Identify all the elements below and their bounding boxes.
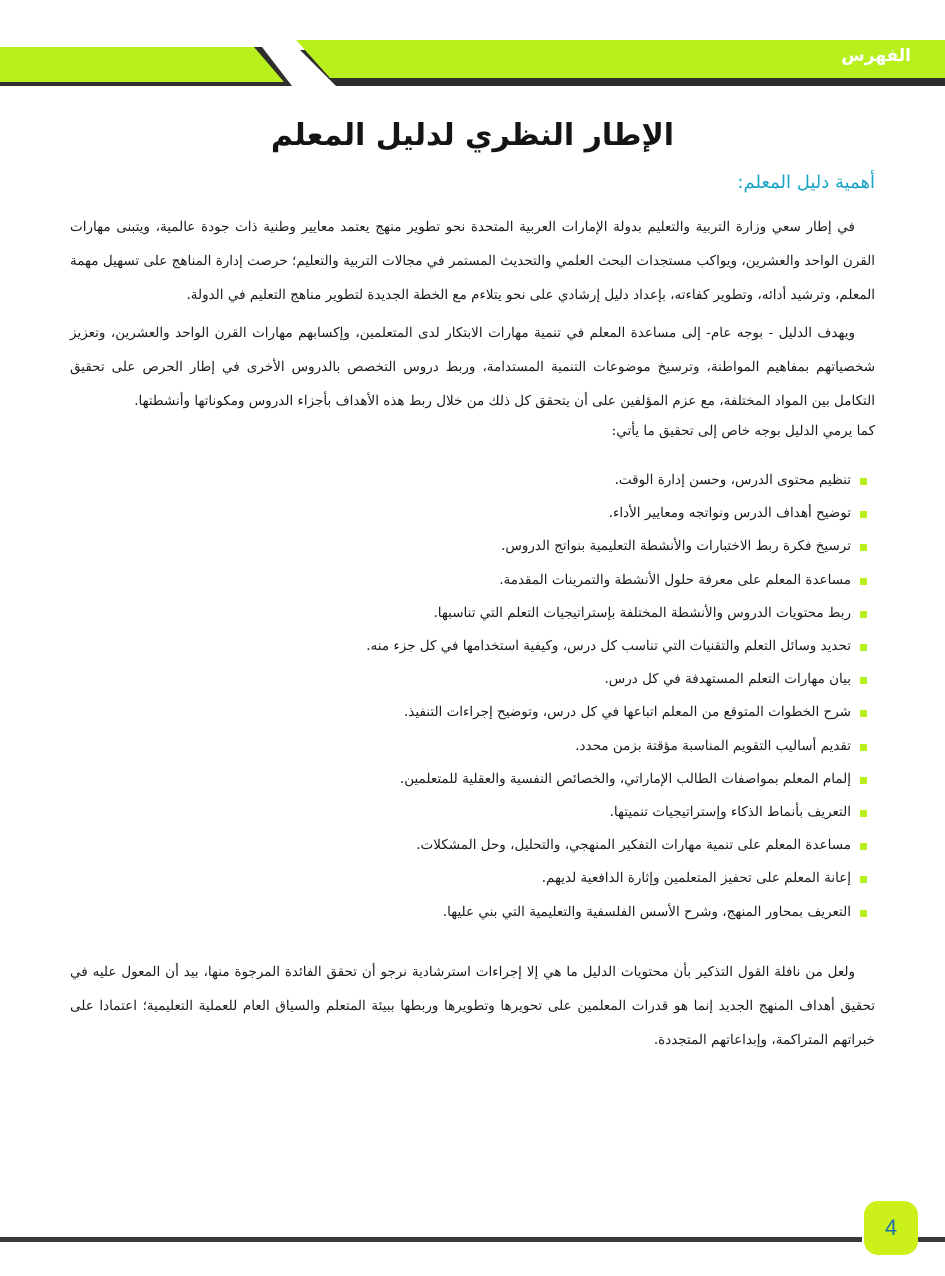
objectives-list bbox=[70, 464, 875, 929]
list-intro: كما يرمي الدليل بوجه خاص إلى تحقيق ما يأتي: bbox=[611, 423, 875, 439]
list-item bbox=[70, 564, 875, 597]
list-item bbox=[70, 896, 875, 929]
bullet-icon bbox=[860, 578, 867, 585]
list-item-text: التعريف بمحاور المنهج، وشرح الأسس الفلسفية والتعليمية التي بني عليها. bbox=[442, 903, 851, 920]
list-item-text: توضيح أهداف الدرس ونواتجه ومعايير الأداء. bbox=[608, 505, 851, 522]
section-heading: أهمية دليل المعلم: bbox=[737, 172, 875, 193]
header-banner bbox=[0, 0, 945, 100]
bullet-icon bbox=[860, 777, 867, 784]
list-item bbox=[70, 696, 875, 729]
bullet-icon bbox=[860, 478, 867, 485]
bullet-icon bbox=[860, 544, 867, 551]
list-item bbox=[70, 630, 875, 663]
list-item bbox=[70, 597, 875, 630]
list-item-text: تقديم أساليب التقويم المناسبة مؤقتة بزمن محدد. bbox=[575, 737, 851, 754]
header-section-label[interactable]: الفهرس bbox=[841, 46, 911, 66]
list-item-text: ربط محتويات الدروس والأنشطة المختلفة بإستراتيجيات التعلم التي تناسبها. bbox=[433, 604, 851, 621]
list-item bbox=[70, 796, 875, 829]
footer-rule-end bbox=[918, 1237, 945, 1242]
list-item-text: إعانة المعلم على تحفيز المتعلمين وإثارة الدافعية لديهم. bbox=[541, 870, 851, 887]
bullet-icon bbox=[860, 810, 867, 817]
paragraph-intro: في إطار سعي وزارة التربية والتعليم بدولة الإمارات العربية المتحدة نحو تطوير منهج يعتمد معايير وطنية ذات جودة عالمية، ويتبنى مهارات القرن الواحد والعشرين، ويواكب مستجدات البحث العلمي والتحديث المستمر في مجالات التربية والتعليم؛ حرصت إدارة المناهج على تسهيل مهمة المعلم، وترشيد أدائه، وتطوير كفاءته، بإعداد دليل إرشادي على نحو يتلاءم مع الخطة الجديدة لتطوير مناهج التعليم في الدولة. bbox=[70, 219, 875, 303]
bullet-icon bbox=[860, 511, 867, 518]
list-item-text: بيان مهارات التعلم المستهدفة في كل درس. bbox=[604, 671, 851, 688]
list-item bbox=[70, 663, 875, 696]
bullet-icon bbox=[860, 611, 867, 618]
paragraph-goals: ويهدف الدليل - بوجه عام- إلى مساعدة المعلم في تنمية مهارات الابتكار لدى المتعلمين، وإكسابهم مهارات القرن الواحد والعشرين، وتعزيز شخصياتهم بمفاهيم المواطنة، وترسيخ موضوعات التنمية المستدامة، وربط دروس التخصص بالدروس الأخرى في إطار الحرص على تحقيق التكامل بين المواد المختلفة، مع عزم المؤلفين على أن يتحقق كل ذلك من خلال ربط هذه الأهداف بأجزاء الدروس ومكوناتها وأنشطتها. bbox=[70, 325, 875, 409]
bullet-icon bbox=[860, 677, 867, 684]
page-number-badge: 4 bbox=[864, 1201, 918, 1255]
list-item bbox=[70, 829, 875, 862]
bullet-icon bbox=[860, 710, 867, 717]
list-item-text: تنظيم محتوى الدرس، وحسن إدارة الوقت. bbox=[614, 472, 851, 488]
list-item bbox=[70, 730, 875, 763]
list-item-text: إلمام المعلم بمواصفات الطالب الإماراتي، والخصائص النفسية والعقلية للمتعلمين. bbox=[399, 770, 851, 787]
paragraph-closing: ولعل من نافلة القول التذكير بأن محتويات الدليل ما هي إلا إجراءات استرشادية نرجو أن تحقق الفائدة المرجوة منها، بيد أن المعول عليه في تحقيق أهداف المنهج الجديد إنما هو قدرات المعلمين على تحويرها وتطويرها وربطها ببيئة المتعلم والسياق العام للعملية التعليمية؛ اعتمادا على خبراتهم المتراكمة، وإبداعاتهم المتجددة. bbox=[70, 963, 875, 1048]
list-item-text: مساعدة المعلم على معرفة حلول الأنشطة والتمرينات المقدمة. bbox=[499, 571, 851, 588]
bullet-icon bbox=[860, 644, 867, 651]
list-item-text: التعريف بأنماط الذكاء وإستراتيجيات تنميتها. bbox=[609, 804, 851, 821]
list-item-text: ترسيخ فكرة ربط الاختبارات والأنشطة التعليمية بنواتج الدروس. bbox=[501, 538, 851, 555]
page-title: الإطار النظري لدليل المعلم bbox=[270, 118, 675, 153]
bullet-icon bbox=[860, 744, 867, 751]
list-item-text: شرح الخطوات المتوقع من المعلم اتباعها في كل درس، وتوضيح إجراءات التنفيذ. bbox=[404, 704, 851, 721]
list-item-text: مساعدة المعلم على تنمية مهارات التفكير المنهجي، والتحليل، وحل المشكلات. bbox=[416, 837, 851, 854]
list-item bbox=[70, 862, 875, 895]
list-item bbox=[70, 763, 875, 796]
list-item bbox=[70, 497, 875, 530]
header-green-band-left bbox=[0, 47, 284, 82]
bullet-icon bbox=[860, 876, 867, 883]
list-item bbox=[70, 464, 875, 497]
footer-rule bbox=[0, 1237, 862, 1242]
bullet-icon bbox=[860, 910, 867, 917]
bullet-icon bbox=[860, 843, 867, 850]
page-header bbox=[0, 0, 945, 100]
list-item-text: تحديد وسائل التعلم والتقنيات التي تناسب كل درس، وكيفية استخدامها في كل جزء منه. bbox=[366, 638, 851, 655]
main-content bbox=[70, 210, 875, 1057]
list-item bbox=[70, 530, 875, 563]
